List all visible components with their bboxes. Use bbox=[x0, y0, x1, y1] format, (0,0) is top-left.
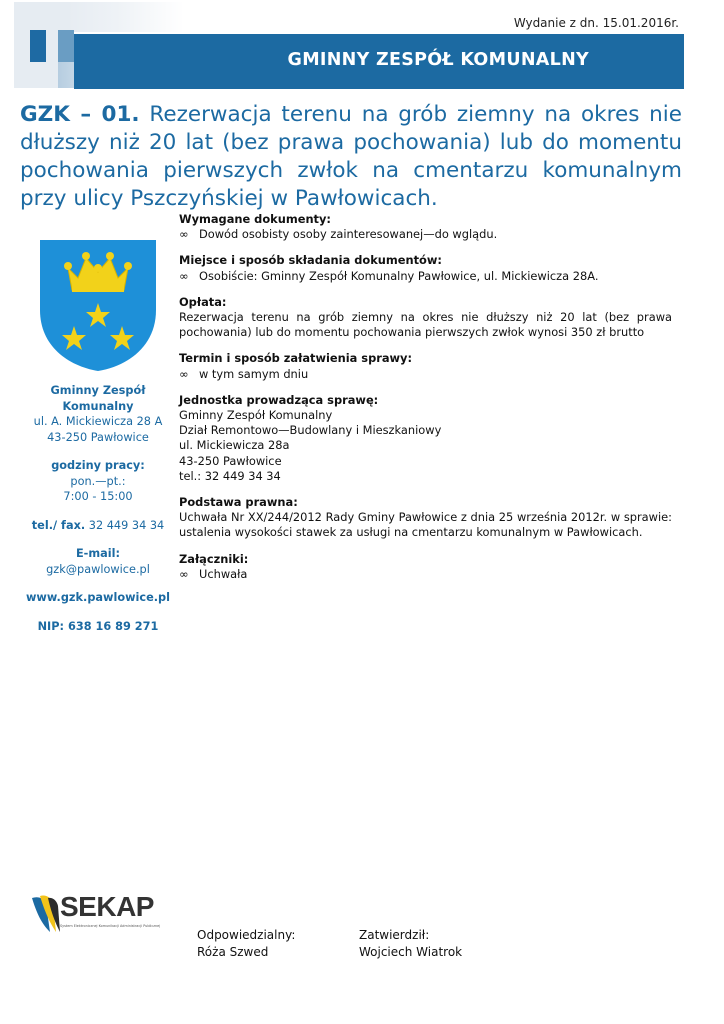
phone-label: tel./ fax. bbox=[31, 518, 86, 532]
list-item bbox=[179, 367, 672, 382]
section-title: Termin i sposób załatwienia sprawy: bbox=[179, 351, 413, 366]
website-link[interactable]: www.gzk.pawlowice.pl bbox=[25, 591, 171, 604]
procedure-details bbox=[179, 212, 672, 593]
edition-date: Wydanie z dn. 15.01.2016r. bbox=[513, 16, 679, 30]
page-title bbox=[20, 101, 682, 213]
bullet-icon: ∞ bbox=[179, 566, 189, 581]
list-item bbox=[179, 567, 672, 582]
section-title: Wymagane dokumenty: bbox=[179, 212, 331, 226]
section-title: Jednostka prowadząca sprawę: bbox=[179, 392, 379, 407]
coat-of-arms-icon bbox=[38, 238, 158, 373]
attachment-link[interactable]: Uchwała bbox=[199, 566, 248, 581]
sekap-logo-subtitle: System Elektronicznej Komunikacji Administracji Publicznej bbox=[60, 924, 161, 928]
sidebar-address: 43-250 Pawłowice bbox=[47, 430, 149, 444]
fee-text: Rezerwacja terenu na grób ziemny na okres nie dłuższy niż 20 lat (bez prawa pochowania) lub do momentu pochowania pierwszych zwłok wynosi 350 zł brutto bbox=[179, 310, 672, 340]
unit-line: tel.: 32 449 34 34 bbox=[179, 468, 281, 483]
list-item-text: Dowód osobisty osoby zainteresowanej—do wglądu. bbox=[199, 227, 498, 242]
section-title: Załączniki: bbox=[179, 551, 249, 566]
unit-line: 43-250 Pawłowice bbox=[179, 453, 282, 468]
hours-time: 7:00 - 15:00 bbox=[63, 490, 133, 503]
bullet-icon: ∞ bbox=[179, 268, 189, 283]
hours-label: godziny pracy: bbox=[51, 459, 145, 472]
legal-text: Uchwała Nr XX/244/2012 Rady Gminy Pawłowice z dnia 25 września 2012r. w sprawie: ustalenia wysokości stawek za usługi na cmentarzu komunalnym w Pawłowicach. bbox=[179, 510, 672, 540]
nip-number: NIP: 638 16 89 271 bbox=[37, 619, 159, 633]
responsible-unit-section bbox=[179, 393, 672, 484]
section-title: Miejsce i sposób składania dokumentów: bbox=[179, 253, 442, 268]
required-documents-section bbox=[179, 212, 672, 242]
approved-block bbox=[359, 927, 462, 961]
unit-line: Gminny Zespół Komunalny bbox=[179, 408, 333, 423]
phone-number: 32 449 34 34 bbox=[88, 518, 165, 532]
section-title: Podstawa prawna: bbox=[179, 495, 298, 510]
responsible-name: Róża Szwed bbox=[197, 945, 269, 959]
unit-line: Dział Remontowo—Budowlany i Mieszkaniowy bbox=[179, 423, 442, 438]
approved-label: Zatwierdził: bbox=[359, 928, 430, 942]
procedure-code: GZK – 01. bbox=[20, 102, 140, 127]
fee-section bbox=[179, 295, 672, 341]
responsible-label: Odpowiedzialny: bbox=[197, 928, 296, 942]
sidebar bbox=[22, 238, 174, 634]
list-item-text: w tym samym dniu bbox=[199, 366, 309, 381]
sidebar-org-name: Gminny Zespół bbox=[50, 384, 146, 397]
sekap-logo-text: SEKAP bbox=[60, 891, 154, 922]
procedure-title: Rezerwacja terenu na grób ziemny na okres nie dłuższy niż 20 lat (bez prawa pochowania) lub do momentu pochowania pierwszych zwłok na cmentarzu komunalnym przy ulicy Pszczyńskiej w Pawłowicach. bbox=[20, 102, 682, 211]
email-link[interactable]: gzk@pawlowice.pl bbox=[46, 562, 150, 576]
organization-title: GMINNY ZESPÓŁ KOMUNALNY bbox=[287, 50, 589, 70]
unit-line: ul. Mickiewicza 28a bbox=[179, 438, 290, 453]
responsible-block bbox=[197, 927, 295, 961]
approved-name: Wojciech Wiatrok bbox=[359, 945, 463, 959]
email-label: E-mail: bbox=[75, 547, 121, 560]
list-item-text: Osobiście: Gminny Zespół Komunalny Pawłowice, ul. Mickiewicza 28A. bbox=[199, 268, 599, 283]
submission-place-section bbox=[179, 253, 672, 283]
list-item bbox=[179, 269, 672, 284]
phone-line bbox=[22, 518, 174, 534]
legal-basis-section bbox=[179, 495, 672, 541]
deadline-section bbox=[179, 351, 672, 381]
list-item bbox=[179, 227, 672, 242]
sidebar-address: ul. A. Mickiewicza 28 A bbox=[33, 415, 163, 428]
sidebar-org-name: Komunalny bbox=[62, 399, 134, 413]
bullet-icon: ∞ bbox=[179, 227, 189, 242]
attachments-section bbox=[179, 552, 672, 582]
header-decoration bbox=[30, 30, 46, 62]
hours-days: pon.—pt.: bbox=[70, 474, 126, 488]
bullet-icon: ∞ bbox=[179, 366, 189, 381]
section-title: Opłata: bbox=[179, 294, 227, 309]
